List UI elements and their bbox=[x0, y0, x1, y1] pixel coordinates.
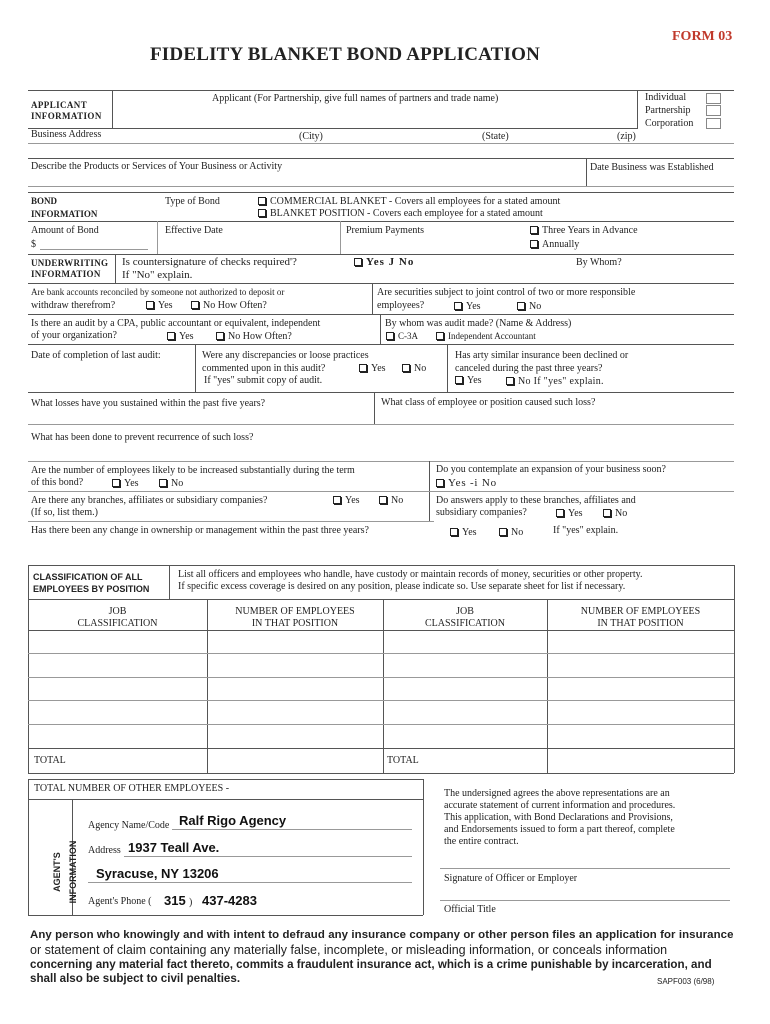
col-num-header-2: IN THAT POSITION bbox=[251, 618, 339, 629]
branches-list-note: (If so, list them.) bbox=[31, 507, 98, 518]
audit-cpa-label: C-3A bbox=[398, 331, 418, 341]
individual-checkbox[interactable] bbox=[706, 93, 721, 104]
answers-yes[interactable] bbox=[556, 508, 583, 519]
page-title: FIDELITY BLANKET BOND APPLICATION bbox=[150, 44, 541, 65]
zip-label: (zip) bbox=[617, 131, 636, 142]
fraud-warning-2: or statement of claim containing any materially false, incomplete, or misleading information, or conceals information bbox=[30, 943, 668, 957]
reconciled-question: Are bank accounts reconciled by someone not authorized to deposit or bbox=[31, 287, 285, 297]
table-row[interactable] bbox=[28, 700, 734, 701]
audit-cpa-option[interactable] bbox=[386, 331, 418, 341]
reconciled-no[interactable] bbox=[191, 300, 267, 311]
audit-question: Is there an audit by a CPA, public accountant or equivalent, independent bbox=[31, 318, 321, 329]
expansion-question: Do you contemplate an expansion of your business soon? bbox=[436, 464, 666, 475]
dollar-sign: $ bbox=[31, 239, 36, 250]
discrepancies-question: Were any discrepancies or loose practices bbox=[202, 350, 369, 361]
agreement-statement-4: and Endorsements issued to form a part thereof, complete bbox=[444, 824, 675, 835]
underwriting-section-label-2: INFORMATION bbox=[31, 269, 101, 279]
increase-yes-label: Yes bbox=[124, 478, 139, 489]
table-row[interactable] bbox=[28, 653, 734, 654]
blanket-position-option[interactable] bbox=[258, 208, 543, 219]
agreement-statement-3: This application, with Bond Declarations and Provisions, bbox=[444, 812, 673, 823]
agreement-statement-5: the entire contract. bbox=[444, 836, 519, 847]
branches-yes[interactable] bbox=[333, 495, 360, 506]
agent-phone-area[interactable]: 315 bbox=[164, 893, 186, 908]
discrepancies-yes[interactable] bbox=[359, 363, 386, 374]
ownership-yes-label: Yes bbox=[462, 527, 477, 538]
form-code: SAPF003 (6/98) bbox=[657, 977, 715, 986]
reconciled-yes[interactable] bbox=[146, 300, 173, 311]
ownership-explain-label: If "yes" explain. bbox=[553, 525, 619, 536]
increase-no-label: No bbox=[171, 478, 184, 489]
entity-individual-label: Individual bbox=[645, 92, 687, 103]
amount-of-bond-label: Amount of Bond bbox=[31, 225, 99, 236]
describe-products-label: Describe the Products or Services of Your Business or Activity bbox=[31, 161, 283, 172]
classification-section-label: CLASSIFICATION OF ALL bbox=[33, 572, 143, 582]
loss-class-question: What class of employee or position caused such loss? bbox=[381, 397, 596, 408]
joint-no-label: No bbox=[529, 301, 542, 312]
agent-address-label: Address bbox=[88, 845, 121, 856]
commercial-blanket-label: COMMERCIAL BLANKET - Covers all employees for a stated amount bbox=[270, 196, 561, 207]
signature-line[interactable] bbox=[440, 868, 730, 869]
declined-question-2: canceled during the past three years? bbox=[455, 363, 603, 374]
annually-option[interactable] bbox=[530, 239, 579, 250]
audit-yes-label: Yes bbox=[179, 331, 194, 342]
total-label-left: TOTAL bbox=[34, 755, 66, 766]
audit-independent-option[interactable] bbox=[436, 331, 536, 341]
joint-no[interactable] bbox=[517, 301, 541, 312]
agent-section-label-2: INFORMATION bbox=[68, 840, 78, 904]
ownership-yes[interactable] bbox=[450, 527, 477, 538]
last-audit-label: Date of completion of last audit: bbox=[31, 350, 161, 361]
agent-section-label: AGENT'S bbox=[52, 852, 62, 892]
countersignature-explain: If "No" explain. bbox=[122, 269, 193, 281]
col-num-header: NUMBER OF EMPLOYEES bbox=[235, 606, 355, 617]
amount-of-bond-field[interactable] bbox=[40, 249, 148, 250]
declined-yes[interactable] bbox=[455, 375, 482, 386]
official-title-label: Official Title bbox=[444, 904, 496, 915]
audit-no-label: No How Often? bbox=[228, 331, 292, 342]
declined-no-label: No If "yes" explain. bbox=[518, 376, 604, 387]
audit-question-2: of your organization? bbox=[31, 330, 117, 341]
col-job-header-2: CLASSIFICATION bbox=[77, 618, 158, 629]
agent-address-value[interactable]: 1937 Teall Ave. bbox=[128, 840, 220, 855]
reconciled-no-label: No How Often? bbox=[203, 300, 267, 311]
discrepancies-no-label: No bbox=[414, 363, 427, 374]
bond-section-label-2: INFORMATION bbox=[31, 209, 98, 219]
city-label: (City) bbox=[299, 131, 323, 142]
partnership-checkbox[interactable] bbox=[706, 105, 721, 116]
agreement-statement-2: accurate statement of current information and procedures. bbox=[444, 800, 676, 811]
audit-by-whom-label: By whom was audit made? (Name & Address) bbox=[385, 318, 572, 329]
applicant-section-label-2: INFORMATION bbox=[31, 111, 102, 121]
joint-yes[interactable] bbox=[454, 301, 481, 312]
expansion-options-label: Yes -i No bbox=[448, 477, 497, 489]
premium-payments-label: Premium Payments bbox=[346, 225, 425, 236]
date-established-label: Date Business was Established bbox=[590, 162, 714, 173]
applicant-section-label: APPLICANT bbox=[31, 100, 88, 110]
countersignature-question: Is countersignature of checks required'? bbox=[122, 256, 297, 268]
table-row[interactable] bbox=[28, 677, 734, 678]
joint-control-question-2: employees? bbox=[377, 300, 425, 311]
answers-yes-label: Yes bbox=[568, 508, 583, 519]
entity-corporation-label: Corporation bbox=[645, 118, 694, 129]
answers-no[interactable] bbox=[603, 508, 627, 519]
agent-phone-close: ) bbox=[189, 897, 193, 908]
annually-label: Annually bbox=[542, 239, 580, 250]
declined-no[interactable] bbox=[506, 376, 604, 387]
total-other-employees-label: TOTAL NUMBER OF OTHER EMPLOYEES - bbox=[34, 783, 230, 794]
agency-name-label: Agency Name/Code bbox=[88, 820, 170, 831]
classification-instructions-2: If specific excess coverage is desired on any position, please indicate so. Use separate sheet for list if necessary. bbox=[178, 581, 626, 592]
increase-yes[interactable] bbox=[112, 478, 139, 489]
audit-independent-label: Independent Accountant bbox=[448, 331, 536, 341]
fraud-warning-3: concerning any material fact thereto, commits a fraudulent insurance act, which is a crime punishable by incarceration, and bbox=[30, 958, 712, 971]
branches-no-label: No bbox=[391, 495, 404, 506]
countersignature-options-label: Yes J No bbox=[366, 256, 415, 268]
corporation-checkbox[interactable] bbox=[706, 118, 721, 129]
official-title-line[interactable] bbox=[440, 900, 730, 901]
discrepancies-question-2: commented upon in this audit? bbox=[202, 363, 326, 374]
expansion-options[interactable] bbox=[436, 477, 497, 489]
col-job-header-right-2: CLASSIFICATION bbox=[424, 618, 505, 629]
col-num-header-right-2: IN THAT POSITION bbox=[597, 618, 684, 629]
state-label: (State) bbox=[482, 131, 509, 142]
increase-no[interactable] bbox=[159, 478, 183, 489]
branches-question: Are there any branches, affiliates or subsidiary companies? bbox=[31, 495, 268, 506]
countersignature-options[interactable] bbox=[354, 256, 414, 268]
by-whom-label: By Whom? bbox=[576, 257, 622, 268]
agent-city-value[interactable]: Syracuse, NY 13206 bbox=[96, 866, 219, 881]
classification-section-label-2: EMPLOYEES BY POSITION bbox=[33, 584, 150, 594]
increase-employees-question: Are the number of employees likely to be increased substantially during the term bbox=[31, 465, 355, 476]
agreement-statement: The undersigned agrees the above representations are an bbox=[444, 788, 670, 799]
reconciled-yes-label: Yes bbox=[158, 300, 173, 311]
business-address-label: Business Address bbox=[31, 129, 102, 140]
commercial-blanket-option[interactable] bbox=[258, 196, 560, 207]
fraud-warning-4: shall also be subject to civil penalties. bbox=[30, 972, 241, 985]
three-years-label: Three Years in Advance bbox=[542, 225, 638, 236]
entity-partnership-label: Partnership bbox=[645, 105, 691, 116]
discrepancies-yes-label: Yes bbox=[371, 363, 386, 374]
agent-phone-number[interactable]: 437-4283 bbox=[202, 893, 257, 908]
prevent-recurrence-question: What has been done to prevent recurrence of such loss? bbox=[31, 432, 254, 443]
blanket-position-label: BLANKET POSITION - Covers each employee for a stated amount bbox=[270, 208, 543, 219]
classification-instructions: List all officers and employees who handle, have custody or maintain records of money, securities or other property. bbox=[178, 569, 643, 580]
declined-question: Has arty similar insurance been declined or bbox=[455, 350, 629, 361]
losses-question: What losses have you sustained within the past five years? bbox=[31, 398, 266, 409]
fraud-warning: Any person who knowingly and with intent to defraud any insurance company or other person files an application for insurance bbox=[30, 929, 734, 941]
three-years-option[interactable] bbox=[530, 225, 638, 236]
form-number: FORM 03 bbox=[672, 29, 733, 44]
effective-date-label: Effective Date bbox=[165, 225, 223, 236]
table-row[interactable] bbox=[28, 724, 734, 725]
agency-name-value[interactable]: Ralf Rigo Agency bbox=[179, 813, 287, 828]
type-of-bond-label: Type of Bond bbox=[165, 196, 220, 207]
bond-section-label: BOND bbox=[31, 196, 58, 206]
signature-label: Signature of Officer or Employer bbox=[444, 873, 578, 884]
total-label-right: TOTAL bbox=[387, 755, 419, 766]
joint-yes-label: Yes bbox=[466, 301, 481, 312]
discrepancies-submit-note: If "yes" submit copy of audit. bbox=[204, 375, 323, 386]
answers-apply-question: Do answers apply to these branches, affiliates and bbox=[436, 495, 636, 506]
branches-yes-label: Yes bbox=[345, 495, 360, 506]
agent-phone-label: Agent's Phone ( bbox=[88, 896, 152, 907]
increase-employees-question-2: of this bond? bbox=[31, 477, 84, 488]
answers-apply-question-2: subsidiary companies? bbox=[436, 507, 527, 518]
col-job-header-right: JOB bbox=[456, 606, 474, 617]
ownership-no[interactable] bbox=[499, 527, 523, 538]
ownership-no-label: No bbox=[511, 527, 524, 538]
audit-yes[interactable] bbox=[167, 331, 194, 342]
reconciled-question-2: withdraw therefrom? bbox=[31, 300, 116, 311]
underwriting-section-label: UNDERWRITING bbox=[31, 258, 109, 268]
declined-yes-label: Yes bbox=[467, 375, 482, 386]
col-num-header-right: NUMBER OF EMPLOYEES bbox=[580, 606, 701, 617]
discrepancies-no[interactable] bbox=[402, 363, 426, 374]
joint-control-question: Are securities subject to joint control of two or more responsible bbox=[377, 287, 636, 298]
branches-no[interactable] bbox=[379, 495, 403, 506]
applicant-name-label: Applicant (For Partnership, give full names of partners and trade name) bbox=[212, 93, 499, 104]
audit-no[interactable] bbox=[216, 331, 292, 342]
answers-no-label: No bbox=[615, 508, 628, 519]
col-job-header: JOB bbox=[108, 606, 127, 617]
ownership-change-question: Has there been any change in ownership or management within the past three years? bbox=[31, 525, 369, 536]
